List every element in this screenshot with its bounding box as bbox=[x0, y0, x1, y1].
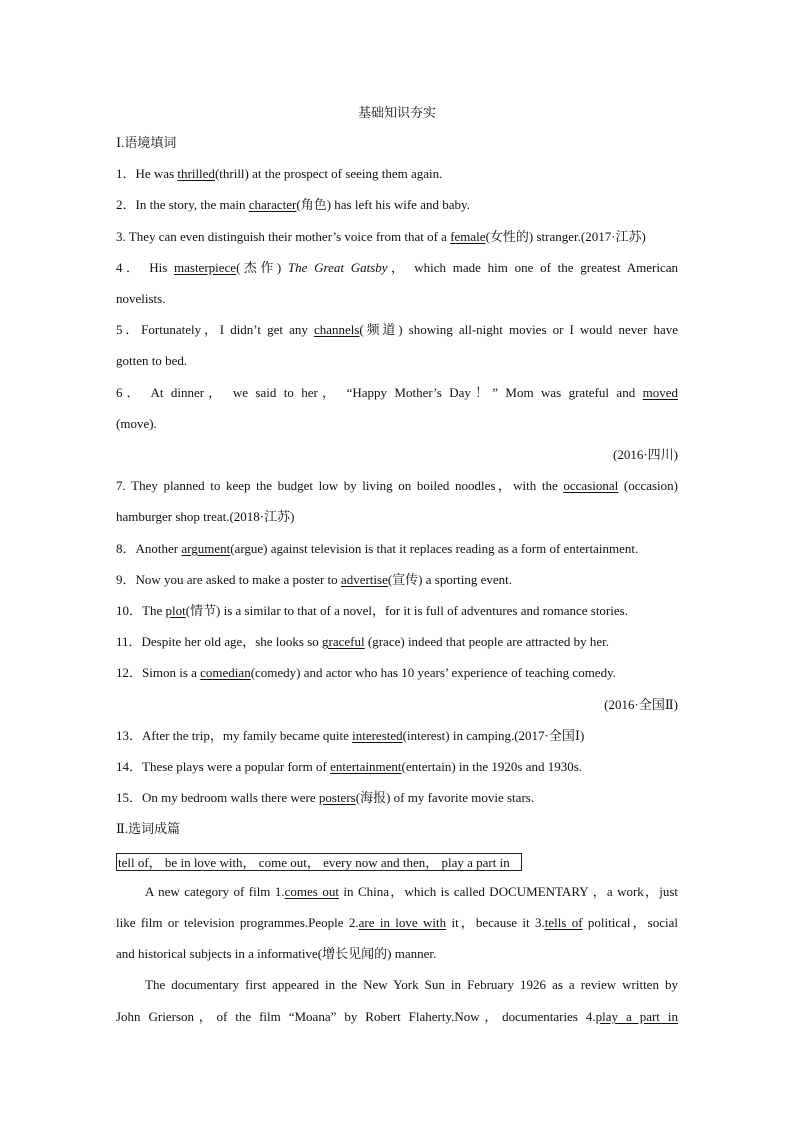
answer: occasional bbox=[563, 478, 619, 493]
question-2: 2．In the story, the main character(角色) has left his wife and baby. bbox=[116, 197, 470, 212]
question-13: 13．After the trip，my family became quite interested(interest) in camping.(2017·全国Ⅰ) bbox=[116, 728, 585, 743]
question-6: 6． At dinner， we said to her， “Happy Mother’s Day！” Mom was grateful and moved bbox=[116, 385, 678, 400]
answer: channels bbox=[313, 322, 360, 337]
answer: graceful bbox=[322, 634, 365, 649]
answer: plot bbox=[165, 603, 186, 618]
answer: posters bbox=[318, 790, 356, 805]
passage-line-1: A new category of film 1.comes out in China，which is called DOCUMENTARY ，a work，just bbox=[145, 884, 679, 899]
passage-line-2: like film or television programmes.People 2.are in love with it，because it 3.tells of political，social bbox=[116, 915, 678, 930]
passage-line-5: John Grierson，of the film “Moana” by Robert Flaherty.Now，documentaries 4.play a part in bbox=[116, 1009, 678, 1024]
answer: are in love with bbox=[358, 915, 447, 930]
page-title: 基础知识夯实 bbox=[357, 105, 436, 120]
question-7-cont: hamburger shop treat.(2018·江苏) bbox=[116, 509, 295, 524]
question-15: 15．On my bedroom walls there were posters(海报) of my favorite movie stars. bbox=[116, 790, 535, 805]
question-6-source: (2016·四川) bbox=[613, 447, 678, 462]
question-3: 3. They can even distinguish their mother’s voice from that of a female(女性的) stranger.(2017·江苏) bbox=[116, 229, 646, 244]
question-8: 8．Another argument(argue) against television is that it replaces reading as a form of entertainment. bbox=[116, 541, 639, 556]
question-11: 11．Despite her old age，she looks so graceful (grace) indeed that people are attracted by her. bbox=[116, 634, 609, 649]
question-5-cont: gotten to bed. bbox=[116, 353, 188, 368]
question-6-cont: (move). bbox=[116, 416, 157, 431]
answer: interested bbox=[352, 728, 403, 743]
question-1: 1．He was thrilled(thrill) at the prospect of seeing them again. bbox=[116, 166, 443, 181]
section-heading-2: Ⅱ.选词成篇 bbox=[116, 821, 181, 836]
answer: tells of bbox=[544, 915, 583, 930]
question-12-source: (2016·全国Ⅱ) bbox=[604, 697, 678, 712]
passage-line-4: The documentary first appeared in the New York Sun in February 1926 as a review written by bbox=[145, 977, 678, 992]
answer: entertainment bbox=[330, 759, 402, 774]
question-10: 10．The plot(情节) is a similar to that of a novel，for it is full of adventures and romance stories. bbox=[116, 603, 628, 618]
question-7: 7. They planned to keep the budget low by living on boiled noodles，with the occasional (occasion) bbox=[116, 478, 679, 493]
answer: play a part in bbox=[595, 1009, 678, 1024]
section-heading-1: Ⅰ.语境填词 bbox=[116, 135, 177, 150]
answer: female bbox=[450, 229, 486, 244]
question-12: 12．Simon is a comedian(comedy) and actor who has 10 years’ experience of teaching comedy. bbox=[116, 665, 616, 680]
question-5: 5．Fortunately，I didn’t get any channels(频道) showing all-night movies or I would never have bbox=[116, 322, 679, 337]
answer: comes out bbox=[284, 884, 339, 899]
answer: character bbox=[248, 197, 297, 212]
answer: argument bbox=[181, 541, 231, 556]
question-9: 9．Now you are asked to make a poster to advertise(宣传) a sporting event. bbox=[116, 572, 513, 587]
answer: masterpiece bbox=[174, 260, 237, 275]
answer: thrilled bbox=[177, 166, 215, 181]
question-4-cont: novelists. bbox=[116, 291, 166, 306]
question-14: 14．These plays were a popular form of entertainment(entertain) in the 1920s and 1930s. bbox=[116, 759, 583, 774]
answer: advertise bbox=[340, 572, 388, 587]
answer: comedian bbox=[200, 665, 251, 680]
answer: moved bbox=[642, 385, 678, 400]
passage-line-3: and historical subjects in a informative(增长见闻的) manner. bbox=[116, 946, 437, 961]
question-4: 4． His masterpiece(杰作) The Great Gatsby， which made him one of the greatest American bbox=[116, 260, 678, 275]
word-bank-box: tell of， be in love with， come out， every now and then， play a part in bbox=[116, 853, 522, 871]
